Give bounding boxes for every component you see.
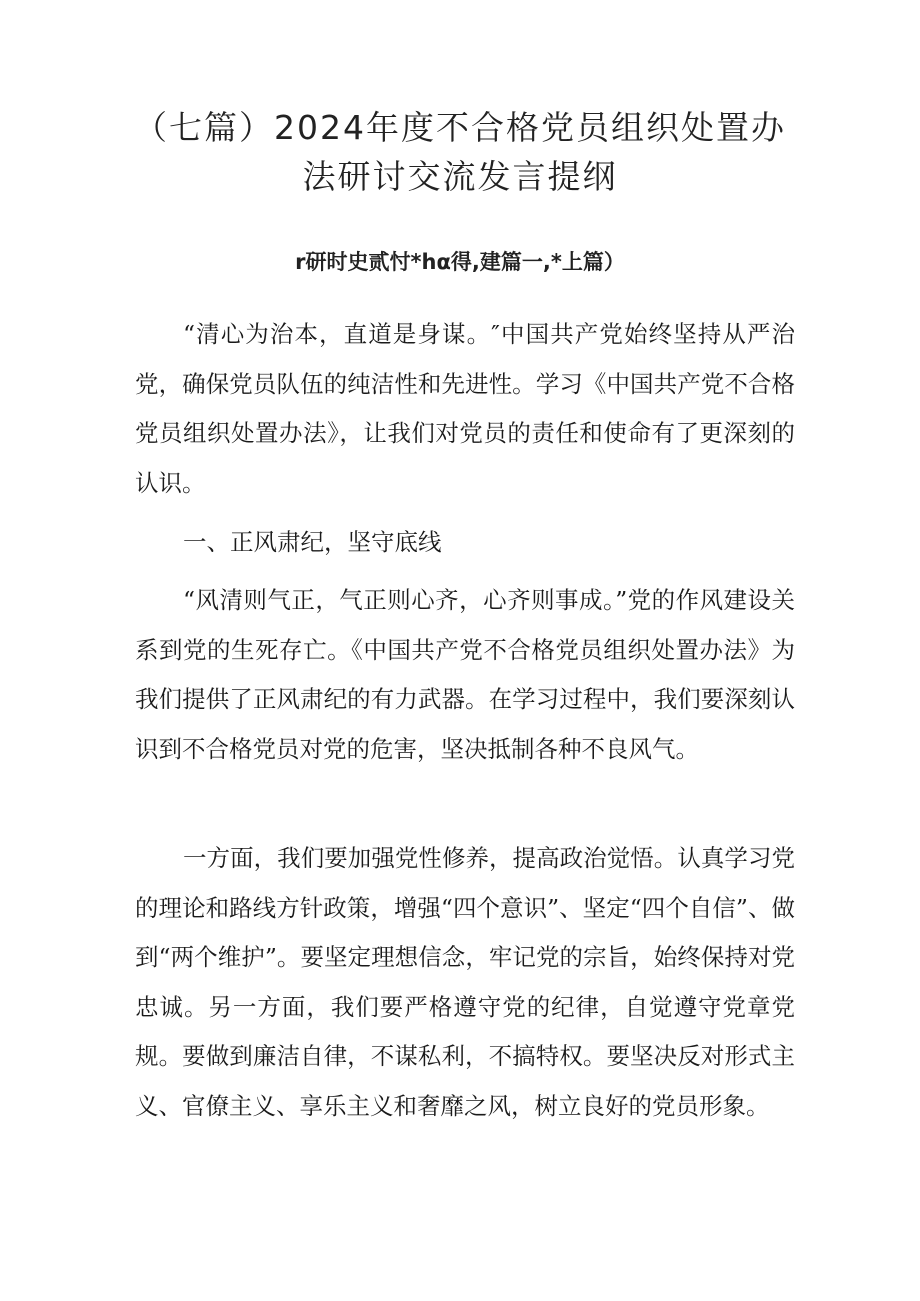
document-title-line-1: （七篇）2024年度不合格党员组织处置办 xyxy=(134,108,786,147)
paragraph-intro: “清心为治本，直道是身谋。″中国共产党始终坚持从严治党，确保党员队伍的纯洁性和先进性。学习《中国共产党不合格党员组织处置办法》，让我们对党员的责任和使命有了更深刻的认识。 xyxy=(135,320,795,497)
document-title-line-2: 法研讨交流发言提纲 xyxy=(302,157,618,196)
paragraph-section-1: “风清则气正，气正则心齐，心齐则事成。”党的作风建设关系到党的生死存亡。《中国共产党不合格党员组织处置办法》为我们提供了正风肃纪的有力武器。在学习过程中，我们要深刻认识到不合格党员对党的危害，坚决抵制各种不良风气。 xyxy=(135,586,795,763)
document-subtitle: r研时史贰忖*hα得,建篇一,*上篇） xyxy=(295,250,625,274)
paragraph-section-1-detail: 一方面，我们要加强党性修养，提高政治觉悟。认真学习党的理论和路线方针政策，增强“四个意识”、坚定“四个自信”、做到“两个维护”。要坚定理想信念，牢记党的宗旨，始终保持对党忠诚。另一方面，我们要严格遵守党的纪律，自觉遵守党章党规。要做到廉洁自律，不谋私利，不搞特权。要坚决反对形式主义、官僚主义、享乐主义和奢靡之风，树立良好的党员形象。 xyxy=(135,844,795,1120)
section-heading-1: 一、正风肃纪，坚守底线 xyxy=(183,528,442,556)
